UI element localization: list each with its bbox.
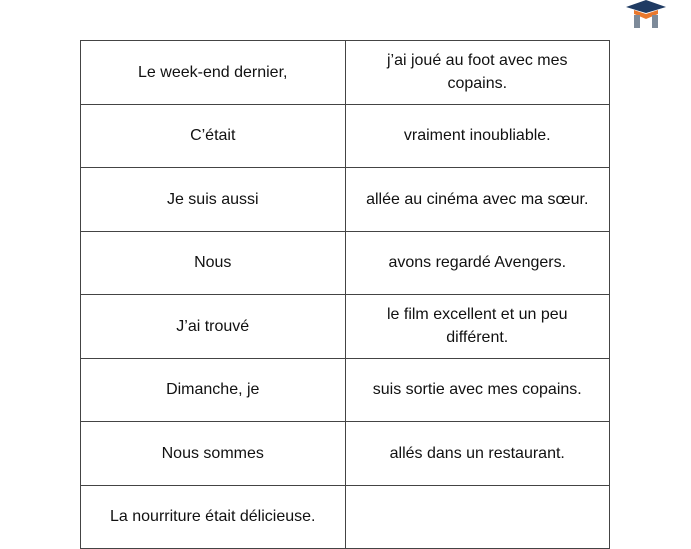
table-row	[81, 485, 610, 549]
sentence-left-cell: Je suis aussi	[81, 168, 346, 232]
table-row	[81, 358, 610, 422]
sentence-right-cell: avons regardé Avengers.	[345, 231, 610, 295]
sentence-left-cell: Nous sommes	[81, 422, 346, 486]
table-row	[81, 231, 610, 295]
table-row	[81, 422, 610, 486]
sentence-right-cell: suis sortie avec mes copains.	[345, 358, 610, 422]
table-row	[81, 41, 610, 105]
sentence-left-cell: J’ai trouvé	[81, 295, 346, 359]
sentence-right-cell	[345, 485, 610, 549]
table-row	[81, 295, 610, 359]
sentence-right-cell: le film excellent et un peu différent.	[345, 295, 610, 359]
table-row	[81, 168, 610, 232]
sentence-left-cell: Nous	[81, 231, 346, 295]
sentence-right-cell: vraiment inoubliable.	[345, 104, 610, 168]
sentence-matching-table	[80, 40, 610, 549]
sentence-right-cell: allée au cinéma avec ma sœur.	[345, 168, 610, 232]
sentence-right-cell: allés dans un restaurant.	[345, 422, 610, 486]
sentence-left-cell: C’était	[81, 104, 346, 168]
sentence-left-cell: Le week-end dernier,	[81, 41, 346, 105]
table-row	[81, 104, 610, 168]
graduation-cap-logo-icon	[624, 0, 668, 28]
sentence-left-cell: La nourriture était délicieuse.	[81, 485, 346, 549]
sentence-left-cell: Dimanche, je	[81, 358, 346, 422]
sentence-right-cell: j’ai joué au foot avec mes copains.	[345, 41, 610, 105]
